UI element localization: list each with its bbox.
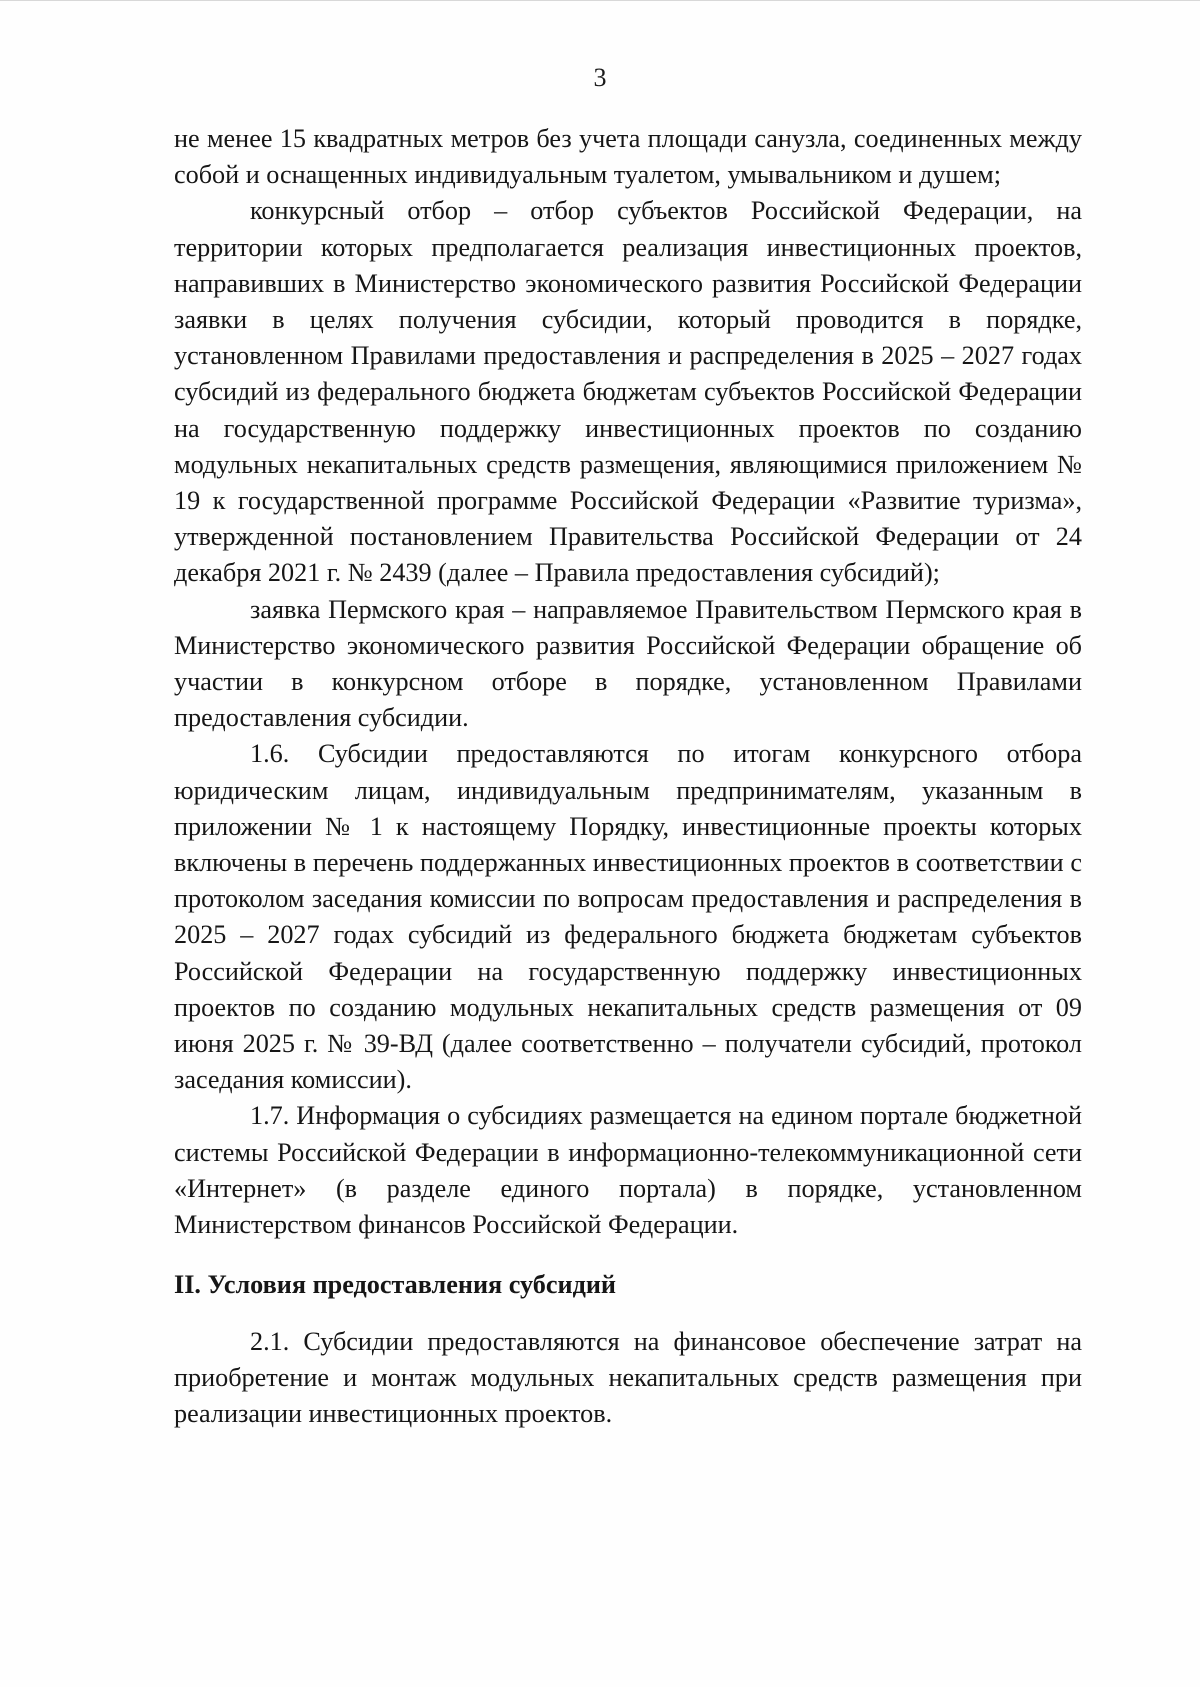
paragraph-continuation: не менее 15 квадратных метров без учета площади санузла, соединенных между собой и оснащенных индивидуальным туалетом, умывальником и душем;	[174, 124, 1082, 190]
page-number: 3	[593, 63, 607, 92]
paragraph-2-1: 2.1. Субсидии предоставляются на финансовое обеспечение затрат на приобретение и монтаж модульных некапитальных средств размещения при реализации инвестиционных проектов.	[174, 1326, 1082, 1428]
paragraph-competitive-selection: конкурсный отбор – отбор субъектов Российской Федерации, на территории которых предполагается реализация инвестиционных проектов, направивших в Министерство экономического развития Российской Федерации заявки в целях получения субсидии, который проводится в порядке, установленном Правилами предоставления и распределения в 2025 – 2027 годах субсидий из федерального бюджета бюджетам субъектов Российской Федерации на государственную поддержку инвестиционных проектов по созданию модульных некапитальных средств размещения, являющимися приложением № 19 к государственной программе Российской Федерации «Развитие туризма», утвержденной постановлением Правительства Российской Федерации от 24 декабря 2021 г. № 2439 (далее – Правила предоставления субсидий);	[174, 196, 1082, 588]
document-body	[174, 121, 1082, 1432]
paragraph-perm-application: заявка Пермского края – направляемое Правительством Пермского края в Министерство экономического развития Российской Федерации обращение об участии в конкурсном отборе в порядке, установленном Правилами предоставления субсидии.	[174, 594, 1082, 733]
paragraph-1-7: 1.7. Информация о субсидиях размещается на едином портале бюджетной системы Российской Федерации в информационно-телекоммуникационной сети «Интернет» (в разделе единого портала) в порядке, установленном Министерством финансов Российской Федерации.	[174, 1101, 1082, 1240]
section-heading: II. Условия предоставления субсидий	[174, 1270, 617, 1300]
paragraph-1-6: 1.6. Субсидии предоставляются по итогам конкурсного отбора юридическим лицам, индивидуальным предпринимателям, указанным в приложении № 1 к настоящему Порядку, инвестиционные проекты которых включены в перечень поддержанных инвестиционных проектов в соответствии с протоколом заседания комиссии по вопросам предоставления и распределения в 2025 – 2027 годах субсидий из федерального бюджета бюджетам субъектов Российской Федерации на государственную поддержку инвестиционных проектов по созданию модульных некапитальных средств размещения от 09 июня 2025 г. № 39-ВД (далее соответственно – получатели субсидий, протокол заседания комиссии).	[174, 739, 1082, 1095]
